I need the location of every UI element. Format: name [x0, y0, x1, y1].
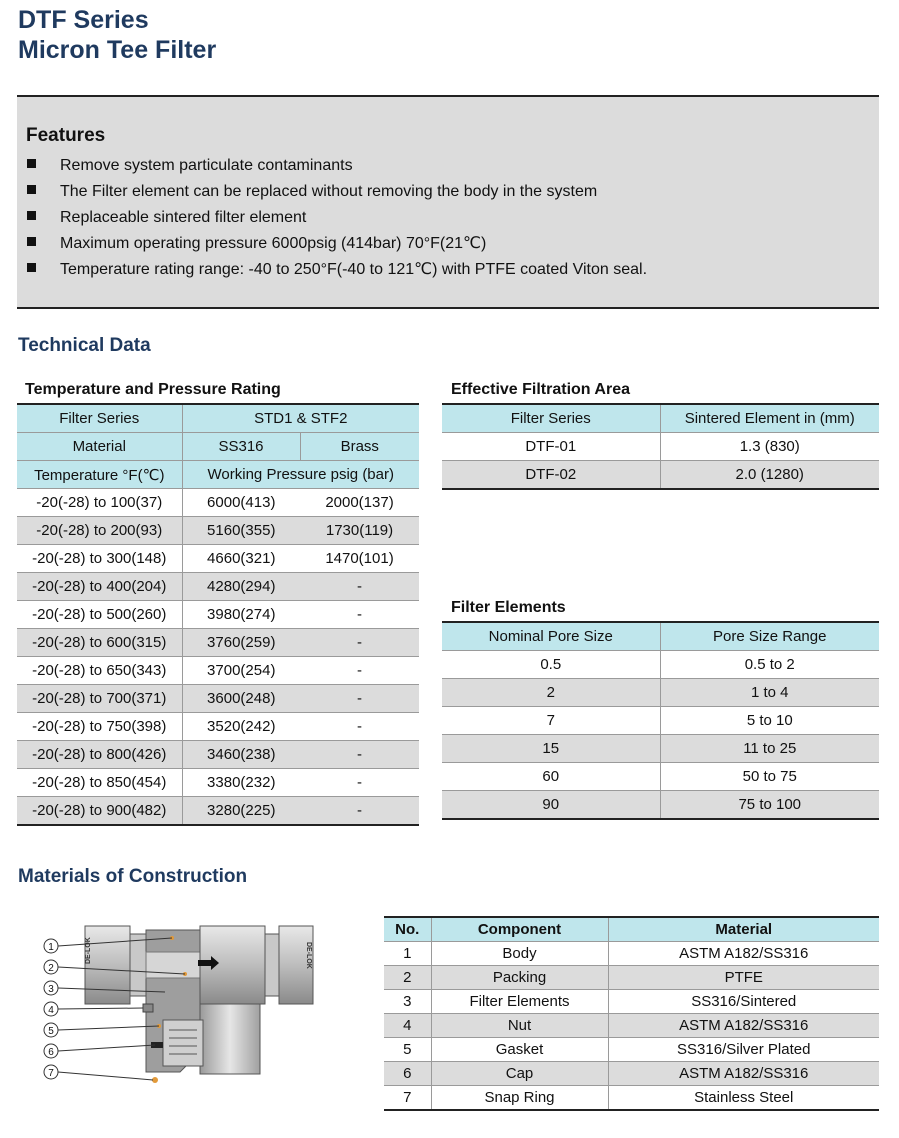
table-row: 0.5 0.5 to 2: [442, 651, 879, 679]
callout-2: 2: [48, 963, 54, 974]
filter-elements-table: [442, 621, 879, 820]
table-row: 2 1 to 4: [442, 679, 879, 707]
table-header-row: No. Component Material: [384, 917, 879, 942]
right-nut: [265, 934, 279, 996]
table-row: -20(-28) to 600(315) 3760(259) -: [17, 629, 419, 657]
table-row: 15 11 to 25: [442, 735, 879, 763]
table-row: -20(-28) to 750(398) 3520(242) -: [17, 713, 419, 741]
table-row: -20(-28) to 100(37) 6000(413) 2000(137): [17, 489, 419, 517]
title-line-1: DTF Series: [18, 6, 149, 34]
table-row: 7 Snap Ring Stainless Steel: [384, 1086, 879, 1111]
bullet-square-icon: [27, 263, 36, 272]
left-nut: [130, 934, 146, 996]
filtration-area-table: [442, 403, 879, 490]
table-row: 60 50 to 75: [442, 763, 879, 791]
bullet-square-icon: [27, 237, 36, 246]
callout-4: 4: [48, 1005, 54, 1016]
table-header-row: Temperature °F(℃) Working Pressure psig (bar): [17, 461, 419, 489]
title-line-2: Micron Tee Filter: [18, 36, 217, 64]
table-row: DTF-01 1.3 (830): [442, 433, 879, 461]
filter-elements-title: Filter Elements: [451, 599, 566, 616]
features-panel: [17, 95, 879, 309]
table-header-row: Material SS316 Brass: [17, 433, 419, 461]
table-row: 2 Packing PTFE: [384, 966, 879, 990]
feature-item: Remove system particulate contaminants: [27, 153, 647, 179]
table-row: -20(-28) to 400(204) 4280(294) -: [17, 573, 419, 601]
table-row: -20(-28) to 200(93) 5160(355) 1730(119): [17, 517, 419, 545]
callout-1: 1: [48, 942, 54, 953]
table-row: DTF-02 2.0 (1280): [442, 461, 879, 490]
table-row: -20(-28) to 300(148) 4660(321) 1470(101): [17, 545, 419, 573]
cap: [200, 1004, 260, 1074]
packing: [143, 1004, 153, 1012]
table-row: -20(-28) to 700(371) 3600(248) -: [17, 685, 419, 713]
table-row: 3 Filter Elements SS316/Sintered: [384, 990, 879, 1014]
table-header-row: Filter Series STD1 & STF2: [17, 404, 419, 433]
table-row: 5 Gasket SS316/Silver Plated: [384, 1038, 879, 1062]
materials-table: [384, 916, 879, 1111]
feature-item: Replaceable sintered filter element: [27, 205, 647, 231]
table-row: -20(-28) to 800(426) 3460(238) -: [17, 741, 419, 769]
table-row: -20(-28) to 900(482) 3280(225) -: [17, 797, 419, 826]
table-header-row: Filter Series Sintered Element in (mm): [442, 404, 879, 433]
callout-6: 6: [48, 1047, 54, 1058]
feature-item: The Filter element can be replaced without removing the body in the system: [27, 179, 647, 205]
materials-heading: Materials of Construction: [18, 866, 248, 887]
temp-pressure-table: [17, 403, 419, 826]
table-row: 7 5 to 10: [442, 707, 879, 735]
brand-label-right: DE-LOK: [305, 942, 312, 969]
table-row: 90 75 to 100: [442, 791, 879, 820]
filter-cutaway-diagram: [35, 912, 335, 1102]
table-row: -20(-28) to 650(343) 3700(254) -: [17, 657, 419, 685]
callout-3: 3: [48, 984, 54, 995]
temp-pressure-title: Temperature and Pressure Rating: [25, 381, 281, 398]
bullet-square-icon: [27, 159, 36, 168]
filter-element: [163, 1020, 203, 1066]
table-row: 4 Nut ASTM A182/SS316: [384, 1014, 879, 1038]
features-heading: Features: [26, 125, 106, 146]
bullet-square-icon: [27, 211, 36, 220]
callout-7: 7: [48, 1068, 54, 1079]
page-title: [18, 5, 216, 65]
bullet-square-icon: [27, 185, 36, 194]
table-row: -20(-28) to 500(260) 3980(274) -: [17, 601, 419, 629]
table-row: 6 Cap ASTM A182/SS316: [384, 1062, 879, 1086]
feature-item: Maximum operating pressure 6000psig (414bar) 70°F(21℃): [27, 231, 647, 257]
filtration-area-title: Effective Filtration Area: [451, 381, 631, 398]
technical-data-heading: Technical Data: [18, 335, 151, 356]
features-list: [27, 153, 647, 283]
brand-label-left: DE-LOK: [85, 937, 92, 964]
table-row: -20(-28) to 850(454) 3380(232) -: [17, 769, 419, 797]
table-row: 1 Body ASTM A182/SS316: [384, 942, 879, 966]
feature-item: Temperature rating range: -40 to 250°F(-40 to 121℃) with PTFE coated Viton seal.: [27, 257, 647, 283]
table-header-row: Nominal Pore Size Pore Size Range: [442, 622, 879, 651]
callout-5: 5: [48, 1026, 54, 1037]
